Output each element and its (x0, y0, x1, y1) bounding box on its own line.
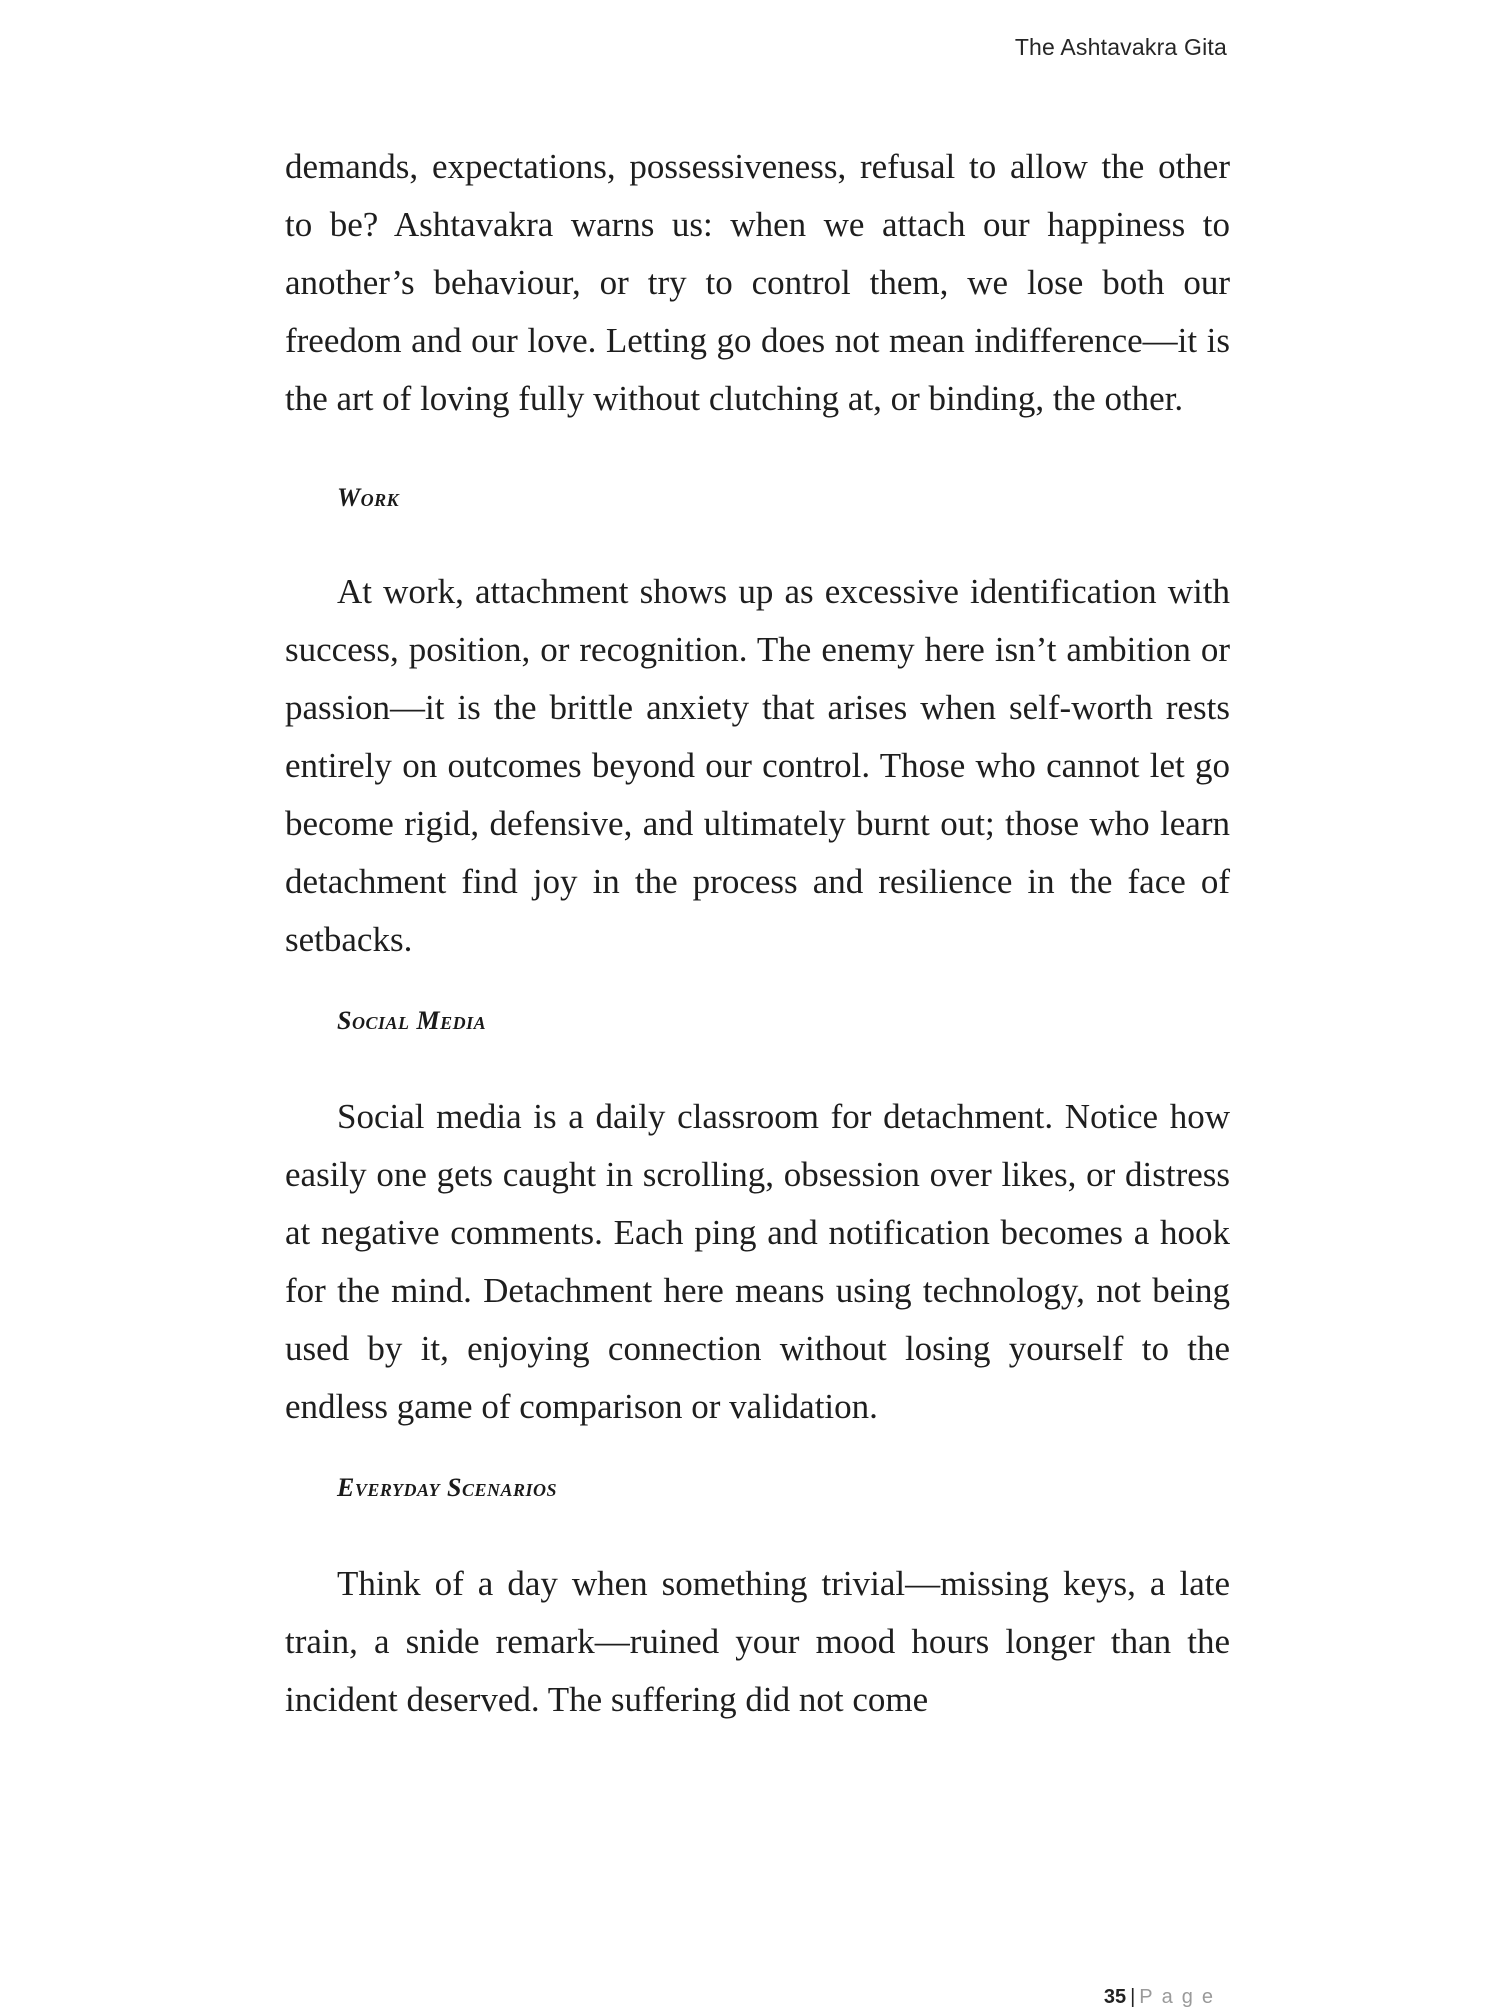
paragraph-everyday-scenarios: Think of a day when something trivial—missing keys, a late train, a snide remark—ruined your mood hours longer than the incident deserved. The suffering did not come (285, 1564, 1230, 1719)
page-footer (1104, 1986, 1222, 2009)
section-heading-everyday-scenarios: Everyday Scenarios (337, 1473, 558, 1502)
page-label: Page (1139, 1986, 1222, 2008)
running-header: The Ashtavakra Gita (1014, 34, 1227, 60)
page-number: 35 (1103, 1986, 1127, 2008)
section-heading-social-media: Social Media (337, 1006, 487, 1035)
section-heading-work: Work (337, 483, 400, 512)
page-separator: | (1130, 1986, 1136, 2008)
page-body (285, 138, 1230, 1729)
paragraph-social-media: Social media is a daily classroom for detachment. Notice how easily one gets caught in scrolling, obsession over likes, or distress at negative comments. Each ping and notification becomes a hook for the mind. Detachment here means using technology, not being used by it, enjoying connection without losing yourself to the endless game of comparison or validation. (285, 1097, 1230, 1426)
paragraph-work: At work, attachment shows up as excessive identification with success, position, or recognition. The enemy here isn’t ambition or passion—it is the brittle anxiety that arises when self-worth rests entirely on outcomes beyond our control. Those who cannot let go become rigid, defensive, and ultimately burnt out; those who learn detachment find joy in the process and resilience in the face of setbacks. (285, 572, 1230, 959)
paragraph-continued: demands, expectations, possessiveness, refusal to allow the other to be? Ashtavakra warns us: when we attach our happiness to another’s behaviour, or try to control them, we lose both our freedom and our love. Letting go does not mean indifference—it is the art of loving fully without clutching at, or binding, the other. (285, 147, 1230, 418)
